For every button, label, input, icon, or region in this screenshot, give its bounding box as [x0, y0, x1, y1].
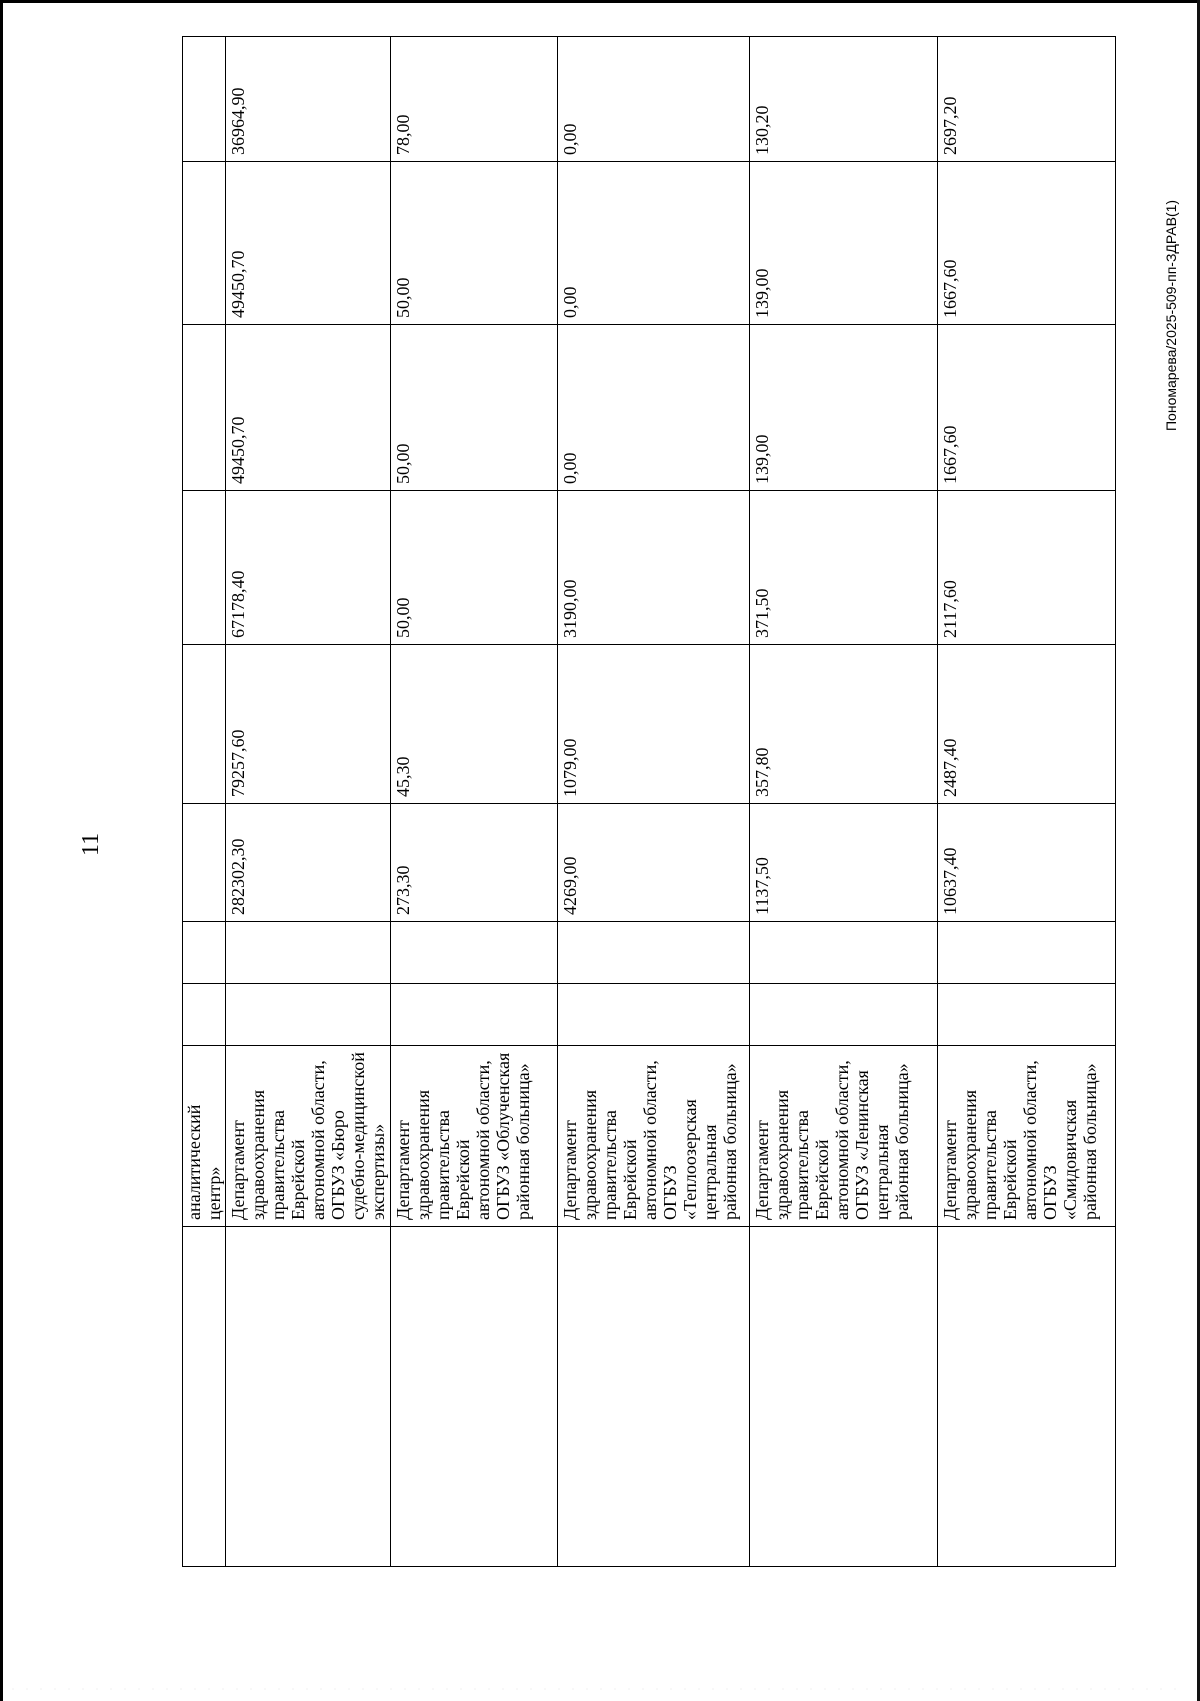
value-cell: 50,00	[391, 491, 558, 645]
value-cell: 2117,60	[938, 491, 1116, 645]
budget-table	[182, 36, 1116, 1567]
value-cell	[558, 984, 750, 1046]
table-row	[558, 37, 750, 1567]
value-cell: 357,80	[750, 645, 938, 804]
value-cell	[226, 984, 391, 1046]
organization-cell: Департамент здравоохранения правительства Еврейской автономной области, ОГБУЗ «Облученская районная больница»	[391, 1046, 558, 1227]
value-cell: 3190,00	[558, 491, 750, 645]
document-code: Пономарева/2025-509-пп-ЗДРАВ(1)	[1163, 199, 1179, 431]
table-row	[750, 37, 938, 1567]
blank-cell	[183, 922, 226, 984]
value-cell: 78,00	[391, 37, 558, 162]
organization-cell: Департамент здравоохранения правительства Еврейской автономной области, ОГБУЗ «Ленинская центральная районная больница»	[750, 1046, 938, 1227]
blank-cell	[226, 1227, 391, 1567]
organization-cell: Департамент здравоохранения правительства Еврейской автономной области, ОГБУЗ «Бюро судебно-медицинской экспертизы»	[226, 1046, 391, 1227]
blank-cell	[750, 1227, 938, 1567]
value-cell: 139,00	[750, 325, 938, 491]
blank-cell	[183, 645, 226, 804]
table-row	[938, 37, 1116, 1567]
value-cell	[750, 984, 938, 1046]
continuation-cell: аналитический центр»	[183, 1046, 226, 1227]
table-row	[183, 37, 226, 1567]
table-row	[391, 37, 558, 1567]
value-cell: 282302,30	[226, 804, 391, 922]
blank-cell	[183, 804, 226, 922]
value-cell: 45,30	[391, 645, 558, 804]
value-cell: 2487,40	[938, 645, 1116, 804]
blank-cell	[391, 1227, 558, 1567]
value-cell: 0,00	[558, 162, 750, 325]
value-cell: 79257,60	[226, 645, 391, 804]
blank-cell	[183, 491, 226, 645]
blank-cell	[938, 1227, 1116, 1567]
value-cell: 130,20	[750, 37, 938, 162]
value-cell	[750, 922, 938, 984]
value-cell: 50,00	[391, 325, 558, 491]
value-cell	[558, 922, 750, 984]
blank-cell	[183, 325, 226, 491]
blank-cell	[183, 37, 226, 162]
value-cell: 139,00	[750, 162, 938, 325]
value-cell: 4269,00	[558, 804, 750, 922]
value-cell: 2697,20	[938, 37, 1116, 162]
table-row	[226, 37, 391, 1567]
page-number: 11	[78, 832, 104, 856]
value-cell	[391, 984, 558, 1046]
value-cell: 371,50	[750, 491, 938, 645]
value-cell: 49450,70	[226, 162, 391, 325]
scan-noise	[6, 1686, 1186, 1692]
organization-cell: Департамент здравоохранения правительства Еврейской автономной области, ОГБУЗ «Теплоозерская центральная районная больница»	[558, 1046, 750, 1227]
value-cell: 0,00	[558, 37, 750, 162]
value-cell: 273,30	[391, 804, 558, 922]
value-cell: 67178,40	[226, 491, 391, 645]
value-cell: 1667,60	[938, 325, 1116, 491]
value-cell: 49450,70	[226, 325, 391, 491]
value-cell: 50,00	[391, 162, 558, 325]
value-cell	[938, 922, 1116, 984]
value-cell	[391, 922, 558, 984]
value-cell	[226, 922, 391, 984]
value-cell: 1667,60	[938, 162, 1116, 325]
blank-cell	[183, 162, 226, 325]
value-cell	[938, 984, 1116, 1046]
blank-cell	[183, 1227, 226, 1567]
value-cell: 36964,90	[226, 37, 391, 162]
value-cell: 10637,40	[938, 804, 1116, 922]
blank-cell	[183, 984, 226, 1046]
value-cell: 1137,50	[750, 804, 938, 922]
value-cell: 0,00	[558, 325, 750, 491]
organization-cell: Департамент здравоохранения правительства Еврейской автономной области, ОГБУЗ «Смидовичская районная больница»	[938, 1046, 1116, 1227]
blank-cell	[558, 1227, 750, 1567]
value-cell: 1079,00	[558, 645, 750, 804]
